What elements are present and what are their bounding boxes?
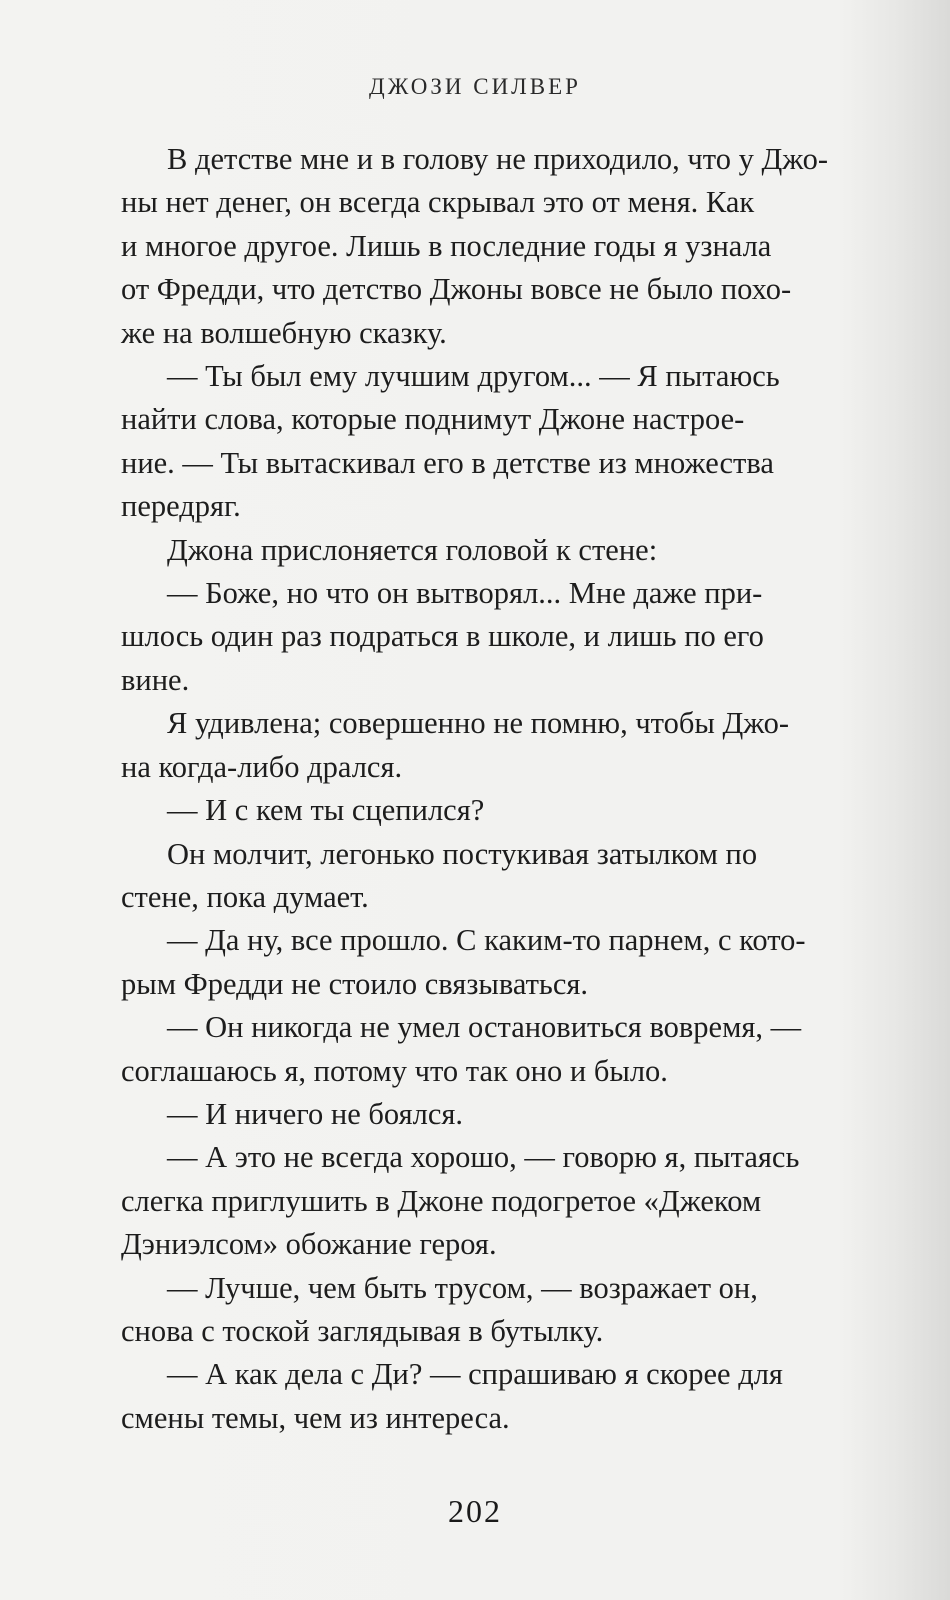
paragraph: В детстве мне и в голову не приходило, что у Джо- ны нет денег, он всегда скрывал это от меня. Как и многое другое. Лишь в последние годы я узнала от Фредди, что детство Джоны вовсе не было похо- же на волшебную сказку. xyxy=(121,142,828,350)
paragraph: — И ничего не боялся. xyxy=(167,1096,464,1131)
paragraph: — А как дела с Ди? — спрашиваю я скорее для смены темы, чем из интереса. xyxy=(121,1357,783,1435)
body-text xyxy=(121,138,904,1440)
paragraph: Я удивлена; совершенно не помню, чтобы Джо- на когда-либо дрался. xyxy=(121,706,790,784)
running-head: ДЖОЗИ СИЛВЕР xyxy=(369,74,581,99)
page-number: 202 xyxy=(448,1493,502,1529)
paragraph: — Ты был ему лучшим другом... — Я пытаюсь найти слова, которые поднимут Джоне настрое- ние. — Ты вытаскивал его в детстве из множества передряг. xyxy=(121,359,780,524)
paragraph: Он молчит, легонько постукивая затылком по стене, пока думает. xyxy=(121,836,758,914)
paragraph: — Лучше, чем быть трусом, — возражает он, снова с тоской заглядывая в бутылку. xyxy=(121,1270,758,1348)
paragraph: — Боже, но что он вытворял... Мне даже при- шлось один раз подраться в школе, и лишь по его вине. xyxy=(121,576,764,697)
paragraph: — Он никогда не умел остановиться вовремя, — соглашаюсь я, потому что так оно и было. xyxy=(121,1010,802,1088)
paragraph: — А это не всегда хорошо, — говорю я, пытаясь слегка приглушить в Джоне подогретое «Джеком Дэниэлсом» обожание героя. xyxy=(121,1140,800,1262)
paragraph: Джона прислоняется головой к стене: xyxy=(167,532,658,567)
paragraph: — И с кем ты сцепился? xyxy=(167,793,485,828)
paragraph: — Да ну, все прошло. С каким-то парнем, с кото- рым Фредди не стоило связываться. xyxy=(121,923,806,1001)
